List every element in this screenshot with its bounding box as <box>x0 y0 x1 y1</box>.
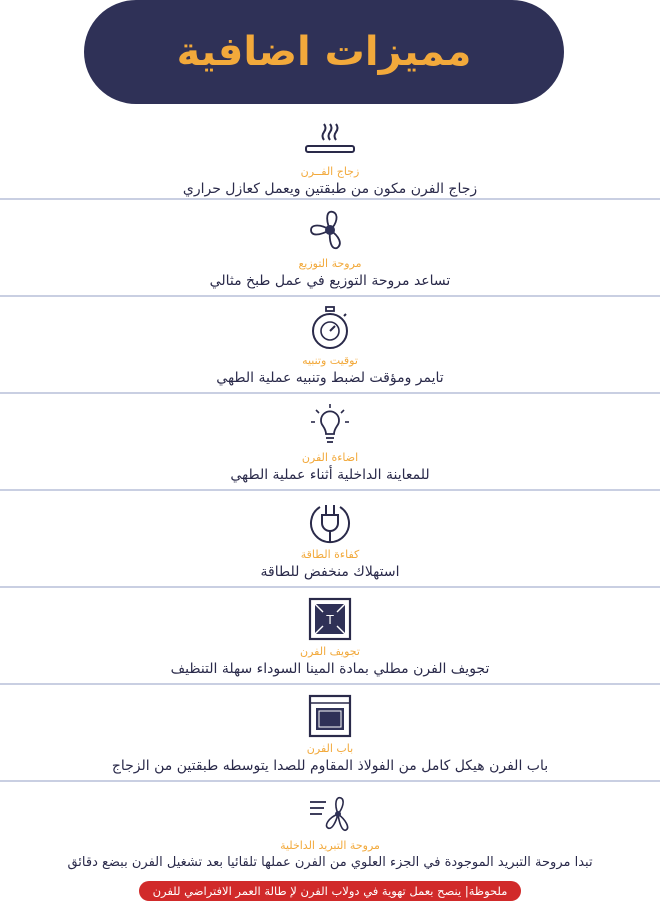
feature-item-door <box>0 685 660 782</box>
oven-door-icon <box>300 693 360 741</box>
feature-description: تبدا مروحة التبريد الموجودة في الجزء العلوي من الفرن عملها تلقائيا بعد تشغيل الفرن ببضع دقائق <box>67 855 593 870</box>
feature-name: توقيت وتنبيه <box>302 354 358 367</box>
feature-item-cavity <box>0 588 660 685</box>
feature-item-energy <box>0 491 660 588</box>
feature-description: تايمر ومؤقت لضبط وتنبيه عملية الطهي <box>216 370 444 386</box>
features-list <box>0 104 660 871</box>
feature-item-cooling <box>0 782 660 871</box>
header-banner <box>84 0 564 104</box>
feature-description: تساعد مروحة التوزيع في عمل طبخ مثالي <box>209 273 451 289</box>
lightbulb-icon <box>300 402 360 450</box>
feature-description: تجويف الفرن مطلي بمادة المينا السوداء سهلة التنظيف <box>170 661 490 677</box>
feature-item-oven-glass <box>0 104 660 200</box>
timer-icon <box>300 305 360 353</box>
feature-item-timer <box>0 297 660 394</box>
feature-name: اضاءة الفرن <box>301 451 359 464</box>
feature-description: زجاج الفرن مكون من طبقتين ويعمل كعازل حراري <box>182 181 478 197</box>
oven-glass-icon <box>300 116 360 164</box>
feature-name: زجاج الفــرن <box>300 165 360 178</box>
note-text: ملحوظة| ينصح بعمل تهوية في دولاب الفرن لإ طالة العمر الافتراضي للفرن <box>139 881 522 901</box>
note-banner <box>0 877 660 904</box>
feature-description: باب الفرن هيكل كامل من الفولاذ المقاوم للصدا يتوسطه طبقتين من الزجاج <box>111 758 549 774</box>
feature-name: مروحة التوزيع <box>298 257 362 270</box>
fan-icon <box>300 208 360 256</box>
feature-name: كفاءة الطاقة <box>300 548 360 561</box>
feature-name: تجويف الفرن <box>300 645 360 658</box>
power-plug-icon <box>300 499 360 547</box>
feature-item-light <box>0 394 660 491</box>
oven-cavity-icon <box>300 596 360 644</box>
feature-name: مروحة التبريد الداخلية <box>280 839 380 852</box>
page-title: مميزات اضافية <box>176 29 472 75</box>
svg-text:T: T <box>326 613 334 627</box>
cooling-fan-icon <box>300 790 360 838</box>
feature-description: للمعاينة الداخلية أثناء عملية الطهي <box>230 467 430 483</box>
feature-name: باب الفرن <box>306 742 354 755</box>
feature-item-fan <box>0 200 660 297</box>
feature-description: استهلاك منخفض للطاقة <box>260 564 400 580</box>
